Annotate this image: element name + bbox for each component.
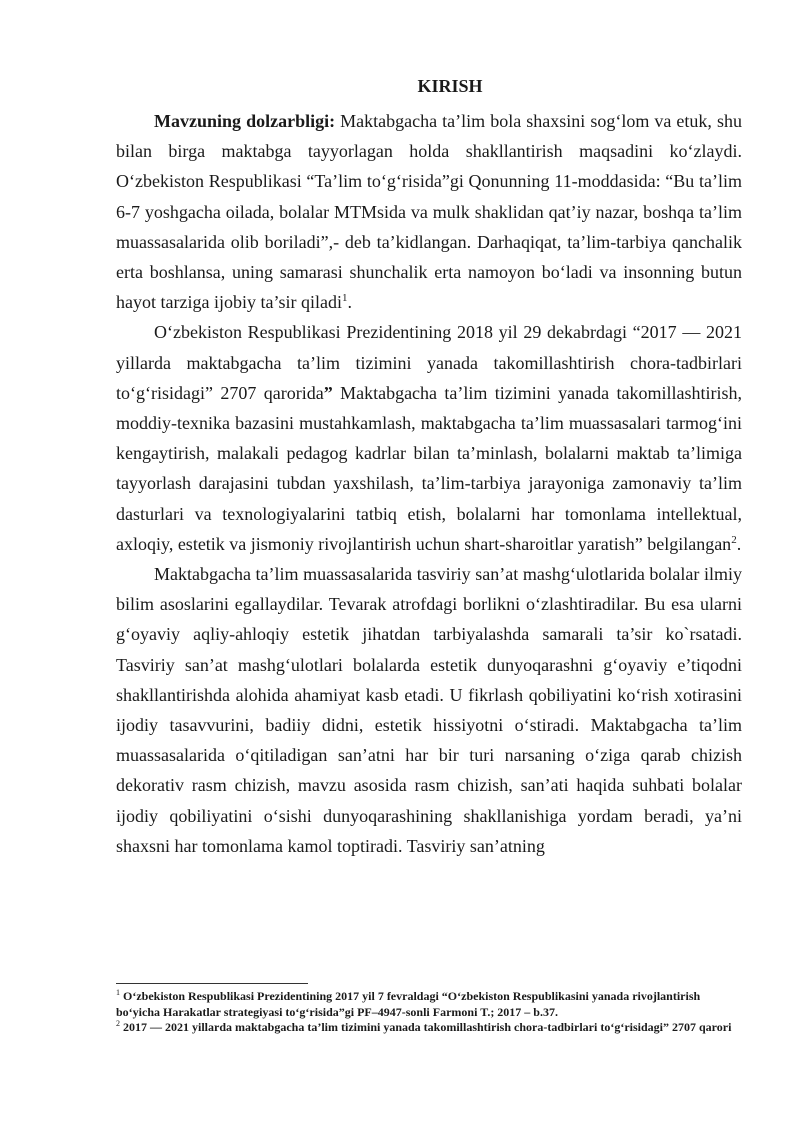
footnote-separator <box>116 983 308 984</box>
footnote-2 <box>116 1020 742 1036</box>
paragraph-2-text-b: Maktabgacha ta’lim tizimini yanada takomillashtirish, moddiy-texnika bazasini mustahkamlash, maktabgacha ta’lim muassasalari tarmog‘ini kengaytirish, malakali pedagog kadrlar bilan ta’minlash, bolalarni maktab ta’limiga tayyorlash darajasini tubdan yaxshilash, ta’lim-tarbiya jarayoniga zamonaviy ta’lim dasturlari va texnologiyalarini tatbiq etish, bolalarni har tomonlama intellektual, axloqiy, estetik va jismoniy rivojlantirish uchun shart-sharoitlar yaratish” belgilangan <box>116 382 742 554</box>
footnote-2-text: 2017 — 2021 yillarda maktabgacha ta’lim tizimini yanada takomillashtirish chora-tadbirlari to‘g‘risidagi” 2707 qarori <box>120 1020 732 1034</box>
paragraph-1-lead: Mavzuning dolzarbligi: <box>154 111 336 131</box>
footnote-ref-2[interactable]: 2 <box>731 533 737 546</box>
paragraph-2 <box>116 317 742 559</box>
footnote-ref-1[interactable]: 1 <box>341 292 348 305</box>
paragraph-1-text: Maktabgacha ta’lim bola shaxsini sog‘lom va etuk, shu bilan birga maktabga tayyorlagan holda shakllantirish maqsadini ko‘zlaydi. O‘zbekiston Respublikasi “Ta’lim to‘g‘risida”gi Qonunning 11-moddasida: “Bu ta’lim 6-7 yoshgacha oilada, bolalar MTMsida va mulk shaklidan qat’iy nazar, boshqa ta’lim muassasalarida olib boriladi”,- deb ta’kidlangan. Darhaqiqat, ta’lim-tarbiya qanchalik erta boshlansa, uning samarasi shunchalik erta namoyon bo‘ladi va insonning butun hayot tarziga ijobiy ta’sir qiladi <box>116 111 742 313</box>
paragraph-2-end: . <box>736 533 742 554</box>
paragraph-3: Maktabgacha ta’lim muassasalarida tasviriy san’at mashg‘ulotlarida bolalar ilmiy bilim asoslarini egallaydilar. Tevarak atrofdagi borlikni o‘zlashtiradilar. Bu esa ularni g‘oyaviy aqliy-ahloqiy estetik jihatdan tarbiyalashda samarali ta’sir ko`rsatadi. Tasviriy san’at mashg‘ulotlari bolalarda estetik dunyoqarashni g‘oyaviy e’tiqodni shakllantirishda alohida ahamiyat kasb etadi. U fikrlash qobiliyatini ko‘rish xotirasini ijodiy tasavvurini, badiiy didni, estetik hissiyotni o‘stiradi. Maktabgacha ta’lim muassasalarida o‘qitiladigan san’atni har bir turi narsaning o‘ziga qarab chizish dekorativ rasm chizish, mavzu asosida rasm chizish, san’ati haqida suhbati bolalar ijodiy qobiliyatini o‘sishi dunyoqarashining shakllanishiga yordam beradi, ya’ni shaxsni har tomonlama kamol toptiradi. Tasviriy san’atning <box>116 564 742 856</box>
paragraph-2-quote: ” <box>323 382 333 403</box>
paragraph-2-text-a: O‘zbekiston Respublikasi Prezidentining 2018 yil 29 dekabrdagi “2017 — 2021 yillarda maktabgacha ta’lim tizimini yanada takomillashtirish chora-tadbirlari to‘g‘risidagi” 2707 qarorida <box>116 322 742 403</box>
footnotes <box>116 989 742 1036</box>
footnote-1-text: O‘zbekiston Respublikasi Prezidentining 2017 yil 7 fevraldagi “O‘zbekiston Respublikasini yanada rivojlantirish bo‘yicha Harakatlar strategiyasi to‘g‘risida”gi PF–4947-sonli Farmoni T.; 2017 – b.37. <box>116 989 701 1019</box>
footnote-2-marker: 2 <box>116 1019 120 1028</box>
body-text <box>116 106 742 861</box>
page-title: KIRISH <box>417 76 483 96</box>
paragraph-1-end: . <box>347 292 352 313</box>
footnote-1-marker: 1 <box>116 988 120 997</box>
footnote-1 <box>116 989 742 1020</box>
paragraph-1 <box>116 106 742 317</box>
